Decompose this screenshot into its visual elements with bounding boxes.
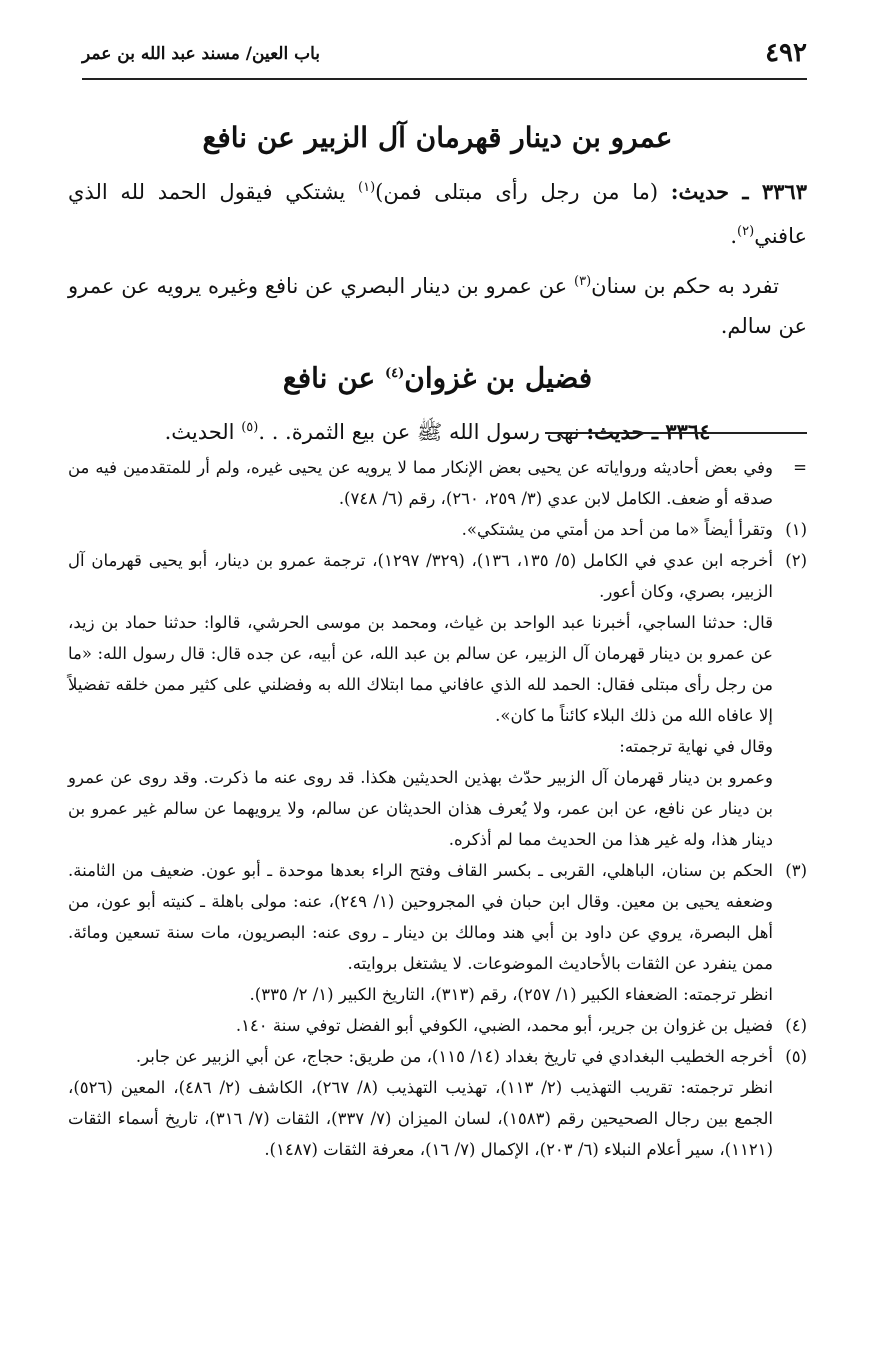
page-header [82, 38, 807, 80]
hadith-text: (ما من رجل رأى مبتلى فمن) [375, 180, 671, 204]
footnote-2 [68, 545, 807, 855]
footnote-3 [68, 855, 807, 1010]
running-title: باب العين/ مسند عبد الله بن عمر [82, 44, 320, 64]
section-title-amr: عمرو بن دينار قهرمان آل الزبير عن نافع [202, 121, 673, 154]
footnote-continuation [68, 452, 807, 514]
footnote-mark: (٥) [785, 1047, 807, 1066]
footnote-text: انظر ترجمته: تقريب التهذيب (٢/ ١١٣)، تهذيب التهذيب (٨/ ٢٦٧)، الكاشف (٢/ ٤٨٦)، المعين (٥٢٦)، الجمع بين رجال الصحيحين رقم (١٥٨٣)، لسان الميزان (٧/ ٣٣٧)، الثقات (٧/ ٣١٦)، تاريخ أسماء الثقات (١١٢١)، سير أعلام النبلاء (٦/ ٢٠٣)، الإكمال (٧/ ١٦)، معرفة الثقات (١٤٨٧). [68, 1078, 774, 1159]
hadith-text: نهى رسول الله ﷺ عن بيع الثمرة. . . [258, 420, 587, 445]
hadith-number: ٣٣٦٣ ـ حديث: [670, 179, 807, 204]
footnote-text: الحكم بن سنان، الباهلي، القربى ـ بكسر القاف وفتح الراء بعدها موحدة ـ أبو عون. ضعيف من الثامنة. وضعفه يحيى بن معين. وقال ابن حبان في المجروحين (١/ ٢٤٩)، عنه: مولى باهلة ـ كنيته أبو عون، من أهل البصرة، يروي عن داود بن أبي هند ومالك بن دينار ـ روى عنه: البصريون، مات سنة تسعين ومائة. ممن ينفرد عن الثقات بالأحاديث الموضوعات. لا يشتغل بروايته. [68, 861, 773, 973]
footnote-text: وتقرأ أيضاً «ما من أحد من أمتي من يشتكي». [461, 520, 773, 539]
hadith-text: يشتكي فيقول الحمد لله الذي عافني [68, 180, 807, 248]
footnote-5 [68, 1041, 807, 1165]
footnote-text: فضيل بن غزوان بن جرير، أبو محمد، الضبي، الكوفي أبو الفضل توفي سنة ١٤٠. [235, 1016, 773, 1035]
hadith-3364 [68, 408, 807, 452]
commentary-text: عن عمرو بن دينار البصري عن نافع وغيره يرويه عن عمرو عن سالم. [68, 274, 807, 338]
footnote-text: وعمرو بن دينار قهرمان آل الزبير حدّث بهذين الحديثين هكذا. قد روى عنه ما ذكرت. وقد روى عن عمرو بن دينار عن نافع، عن ابن عمر، ولا يُعرف هذان الحديثان عن سالم، ولا يرويهما عن سالم غير عمرو بن دينار هذا، وله غير هذا من الحديث مما لم أذكره. [68, 768, 773, 849]
footnote-1 [68, 514, 807, 545]
footnote-mark: = [793, 458, 807, 477]
section-title-text: عن نافع [282, 361, 385, 395]
footnotes [68, 452, 807, 1165]
footnote-ref: (٥) [241, 420, 259, 436]
page-number: ٤٩٢ [765, 38, 807, 68]
footnote-ref: (٣) [574, 274, 592, 289]
main-text [68, 118, 807, 452]
footnote-separator [545, 432, 807, 434]
footnote-mark: (٤) [785, 1016, 807, 1035]
hadith-text: . [730, 224, 738, 248]
footnote-text: قال: حدثنا الساجي، أخبرنا عبد الواحد بن غياث، ومحمد بن موسى الحرشي، قالوا: حدثنا حماد بن زيد، عن عمرو بن دينار قهرمان آل الزبير، عن سالم بن عبد الله، عن أبيه، عن جده قال: قال رسول الله: «ما من رجل رأى مبتلى فقال: الحمد لله الذي عافاني مما ابتلاك الله به وفضلني على كثير ممن خلقه تفضيلاً إلا عافاه الله من ذلك البلاء كائناً ما كان». [68, 613, 773, 725]
hadith-number: ٣٣٦٤ ـ حديث: [586, 419, 711, 445]
footnote-mark: (١) [785, 520, 807, 539]
hadith-text: الحديث. [164, 420, 242, 445]
hadith-3363 [68, 168, 807, 256]
footnote-text: أخرجه ابن عدي في الكامل (٥/ ١٣٥، ١٣٦)، (٣٢٩/ ١٢٩٧)، ترجمة عمرو بن دينار، أبو يحيى قهرمان آل الزبير، بصري، وكان أعور. [68, 551, 773, 601]
footnote-mark: (٢) [785, 551, 807, 570]
footnote-text: وفي بعض أحاديثه ورواياته عن يحيى بعض الإنكار مما لا يرويه عن يحيى غيره، ولم أر للمتقدمين فيه من صدقه أو ضعف. الكامل لابن عدي (٣/ ٢٥٩، ٢٦٠)، رقم (٦/ ٧٤٨). [68, 458, 773, 508]
footnote-4 [68, 1010, 807, 1041]
footnote-text: وقال في نهاية ترجمته: [619, 737, 773, 756]
section-title-fudayl [68, 354, 807, 398]
footnote-mark: (٣) [785, 861, 807, 880]
commentary-text: تفرد به حكم بن سنان [591, 274, 779, 298]
footnote-text: انظر ترجمته: الضعفاء الكبير (١/ ٢٥٧)، رقم (٣١٣)، التاريخ الكبير (١/ ٢/ ٣٣٥). [249, 985, 773, 1004]
footnote-ref: (٤) [384, 366, 405, 381]
footnote-ref: (٢) [737, 224, 755, 239]
section-title-text: فضيل بن غزوان [404, 361, 593, 395]
footnote-text: أخرجه الخطيب البغدادي في تاريخ بغداد (١٤/ ١١٥)، من طريق: حجاج، عن أبي الزبير عن جابر. [135, 1047, 773, 1066]
commentary-paragraph [68, 262, 807, 346]
footnote-ref: (١) [358, 180, 376, 195]
